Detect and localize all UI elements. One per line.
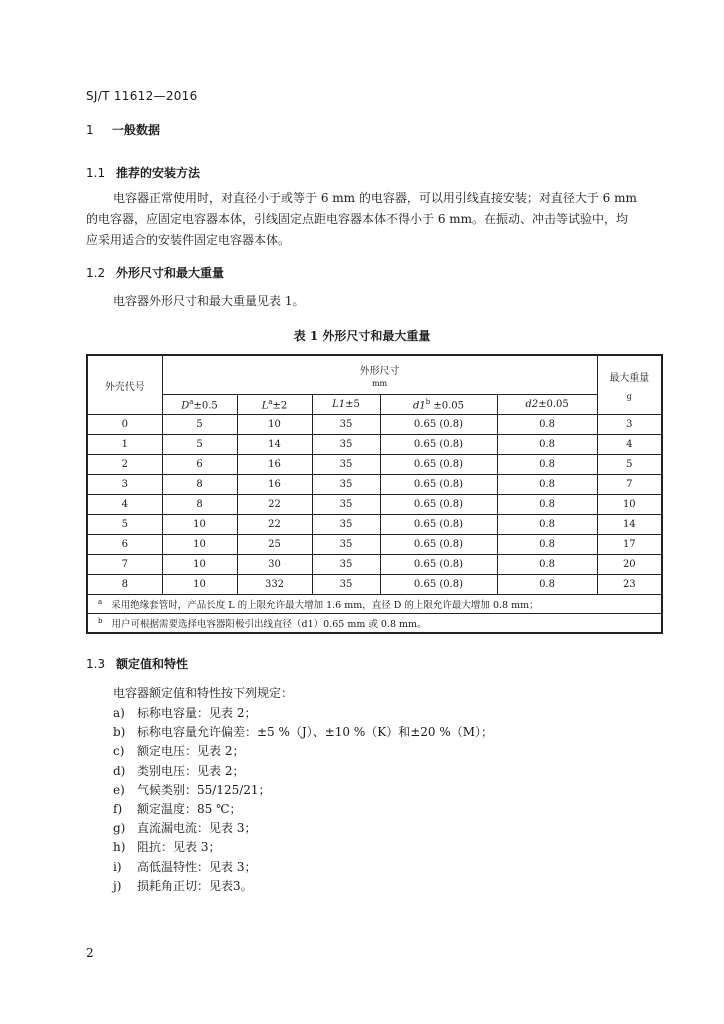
table-cell: 0.65 (0.8) [380, 495, 497, 515]
table-cell: 0.8 [497, 435, 597, 455]
rating-item-text: 损耗角正切：见表3。 [137, 878, 253, 893]
page-number: 2 [86, 946, 94, 960]
subheader-L [237, 395, 312, 415]
subheader-d2 [497, 395, 597, 415]
rating-item-mark: b) [113, 725, 126, 740]
table-cell: 35 [312, 575, 380, 595]
rating-item [113, 704, 256, 721]
table-cell: 10 [162, 555, 237, 575]
table-row [87, 455, 662, 475]
rating-item-mark: i) [113, 859, 122, 874]
standard-number: SJ/T 11612—2016 [86, 89, 198, 103]
subheader-L1 [312, 395, 380, 415]
table-1-caption: 表 1 外形尺寸和最大重量 [293, 329, 431, 343]
table-cell: 14 [237, 435, 312, 455]
section-1-3-intro: 电容器额定值和特性按下列规定： [113, 686, 294, 700]
table-cell: 10 [162, 515, 237, 535]
rating-item-mark: f) [113, 802, 123, 816]
table-cell: 4 [87, 495, 162, 515]
table-cell: 7 [87, 555, 162, 575]
rating-item [113, 742, 244, 759]
table-cell: 35 [312, 495, 380, 515]
section-1-1-heading [86, 164, 200, 181]
section-1-heading [86, 121, 160, 138]
table-cell: 2 [87, 455, 162, 475]
table-cell: 0.8 [497, 455, 597, 475]
rating-item [113, 762, 244, 779]
paragraph-line: 电容器正常使用时，对直径小于或等于 6 mm 的电容器，可以用引线直接安装；对直径大于 6 mm [113, 191, 637, 205]
header-weight-unit: g [626, 392, 632, 401]
table-cell: 35 [312, 435, 380, 455]
table-cell: 10 [162, 575, 237, 595]
rating-item-mark: j) [113, 878, 122, 893]
table-note-b [87, 614, 662, 634]
table-cell: 0.8 [497, 535, 597, 555]
rating-item-text: 直流漏电流：见表 3； [137, 821, 257, 836]
table-row [87, 495, 662, 515]
table-cell: 0.8 [497, 415, 597, 435]
section-1-1-title: 推荐的安装方法 [116, 166, 201, 180]
header-dimensions [162, 355, 597, 395]
footnote-ref-a: a [268, 397, 273, 406]
table-cell: 8 [162, 475, 237, 495]
rating-item-text: 气候类别：55/125/21； [137, 782, 271, 797]
rating-item-text: 额定电压：见表 2； [137, 744, 245, 759]
dimensions-table [86, 354, 663, 634]
subheader-D [162, 395, 237, 415]
table-cell: 4 [597, 435, 662, 455]
table-cell: 0.8 [497, 515, 597, 535]
section-1-2-number: 1.2 [86, 266, 106, 280]
table-header-row [87, 355, 662, 395]
section-1-3-title: 额定值和特性 [116, 657, 189, 671]
section-1-3-heading [86, 655, 188, 672]
table-cell: 10 [162, 535, 237, 555]
table-row [87, 475, 662, 495]
table-cell: 0.65 (0.8) [380, 475, 497, 495]
table-cell: 35 [312, 455, 380, 475]
table-cell: 14 [597, 515, 662, 535]
table-cell: 23 [597, 575, 662, 595]
section-1-2-heading [86, 264, 224, 281]
table-cell: 0.65 (0.8) [380, 435, 497, 455]
section-1-2-title: 外形尺寸和最大重量 [116, 266, 225, 280]
rating-item [113, 858, 256, 875]
table-body [87, 415, 662, 595]
paragraph-line: 应采用适合的安装件固定电容器本体。 [86, 233, 291, 247]
table-cell: 6 [162, 455, 237, 475]
table-cell: 0 [87, 415, 162, 435]
symbol-L1: L1 [332, 399, 346, 410]
table-row [87, 575, 662, 595]
table-cell: 0.8 [497, 575, 597, 595]
table-cell: 10 [597, 495, 662, 515]
rating-item [113, 877, 253, 894]
table-cell: 0.65 (0.8) [380, 555, 497, 575]
rating-item-mark: e) [113, 782, 125, 797]
note-a-mark: a [98, 597, 103, 606]
table-cell: 332 [237, 575, 312, 595]
tolerance-d1: ±0.05 [430, 400, 465, 412]
note-a-text: 采用绝缘套管时，产品长度 L 的上限允许最大增加 1.6 mm，直径 D 的上限允许最大增加 0.8 mm； [111, 600, 539, 611]
rating-item-text: 阻抗：见表 3； [137, 840, 221, 855]
table-cell: 17 [597, 535, 662, 555]
rating-item [113, 838, 220, 855]
tolerance-L: ±2 [272, 400, 288, 412]
subheader-d1 [380, 395, 497, 415]
table-cell: 35 [312, 555, 380, 575]
rating-item [113, 723, 493, 740]
table-cell: 25 [237, 535, 312, 555]
table-cell: 5 [597, 455, 662, 475]
table-cell: 30 [237, 555, 312, 575]
table-row [87, 435, 662, 455]
header-dimensions-unit: mm [371, 379, 388, 388]
rating-item [113, 800, 242, 817]
rating-item [113, 819, 256, 836]
table-cell: 1 [87, 435, 162, 455]
header-dimensions-label: 外形尺寸 [359, 366, 400, 377]
note-b-mark: b [98, 616, 103, 625]
section-1-number: 1 [86, 123, 94, 137]
table-cell: 16 [237, 475, 312, 495]
table-cell: 6 [87, 535, 162, 555]
rating-item-mark: a) [113, 706, 125, 720]
table-row [87, 415, 662, 435]
header-max-weight [597, 355, 662, 415]
table-cell: 16 [237, 455, 312, 475]
table-cell: 0.8 [497, 475, 597, 495]
rating-item-mark: h) [113, 840, 126, 855]
rating-item-text: 额定温度：85 ℃； [137, 802, 242, 816]
section-1-title: 一般数据 [112, 123, 161, 137]
table-cell: 0.8 [497, 555, 597, 575]
tolerance-D: ±0.5 [193, 400, 218, 412]
table-cell: 5 [162, 435, 237, 455]
table-cell: 5 [87, 515, 162, 535]
paragraph-line: 的电容器，应固定电容器本体，引线固定点距电容器本体不得小于 6 mm。在振动、冲击等试验中，均 [86, 212, 629, 226]
section-1-1-number: 1.1 [86, 166, 106, 180]
paragraph-line: 电容器外形尺寸和最大重量见表 1。 [113, 294, 305, 308]
footnote-ref-b: b [425, 397, 431, 406]
rating-item-text: 类别电压：见表 2； [137, 763, 245, 778]
table-subheader-row [87, 395, 662, 415]
section-1-3-number: 1.3 [86, 657, 106, 671]
table-cell: 5 [162, 415, 237, 435]
table-note-a [87, 595, 662, 614]
table-cell: 0.65 (0.8) [380, 535, 497, 555]
table-cell: 0.65 (0.8) [380, 575, 497, 595]
table-cell: 22 [237, 495, 312, 515]
table-cell: 20 [597, 555, 662, 575]
table-row [87, 535, 662, 555]
rating-item-mark: g) [113, 821, 126, 836]
table-cell: 0.65 (0.8) [380, 515, 497, 535]
table-cell: 10 [237, 415, 312, 435]
table-cell: 35 [312, 515, 380, 535]
rating-item-mark: c) [113, 744, 125, 759]
rating-item-mark: d) [113, 763, 126, 778]
table-cell: 0.8 [497, 495, 597, 515]
table-cell: 0.65 (0.8) [380, 455, 497, 475]
symbol-d2: d2 [525, 399, 539, 410]
table-row [87, 555, 662, 575]
table-cell: 3 [597, 415, 662, 435]
tolerance-L1: ±5 [345, 399, 360, 410]
table-cell: 35 [312, 535, 380, 555]
rating-item-text: 标称电容量：见表 2； [137, 706, 257, 720]
note-b-text: 用户可根据需要选择电容器阳极引出线直径（d1）0.65 mm 或 0.8 mm。 [111, 619, 427, 630]
table-row [87, 515, 662, 535]
header-case-code: 外壳代号 [87, 355, 162, 415]
tolerance-d2: ±0.05 [538, 399, 569, 410]
symbol-d1: d1 [412, 400, 426, 412]
footnote-ref-a: a [189, 397, 194, 406]
table-cell: 8 [162, 495, 237, 515]
table-cell: 35 [312, 475, 380, 495]
table-cell: 35 [312, 415, 380, 435]
symbol-L: L [261, 400, 269, 412]
rating-item-text: 高低温特性：见表 3； [137, 859, 257, 874]
header-weight-label: 最大重量 [609, 373, 650, 384]
rating-item [113, 781, 271, 798]
table-cell: 22 [237, 515, 312, 535]
table-cell: 3 [87, 475, 162, 495]
table-cell: 7 [597, 475, 662, 495]
symbol-D: D [181, 400, 190, 412]
rating-item-text: 标称电容量允许偏差：±5 %（J）、±10 %（K）和±20 %（M）； [137, 725, 494, 740]
table-cell: 0.65 (0.8) [380, 415, 497, 435]
table-cell: 8 [87, 575, 162, 595]
